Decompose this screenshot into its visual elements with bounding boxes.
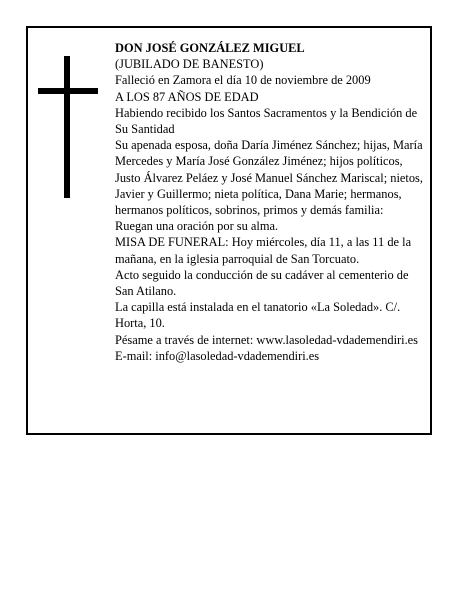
burial-paragraph: Acto seguido la conducción de su cadáver al cementerio de San Atilano.	[115, 267, 409, 299]
age-line: A LOS 87 AÑOS DE EDAD	[115, 89, 259, 104]
cross-icon	[38, 56, 98, 198]
deceased-name: DON JOSÉ GONZÁLEZ MIGUEL	[115, 41, 305, 55]
family-paragraph: Su apenada esposa, doña Daría Jiménez Sánchez; hijas, María Mercedes y María José González Jiménez; hijos políticos, Justo Álvarez Peláez y José Manuel Sánchez Mariscal; nietos, Javier y Guillermo; nieta política, Dana Marie; hermanos, hermanos políticos, sobrinos, primos y demás familia:	[115, 138, 423, 218]
cross-vertical-bar	[64, 56, 70, 198]
condolence-website: Pésame a través de internet: www.lasoledad-vdademendiri.es	[115, 332, 419, 347]
obituary-notice	[26, 26, 432, 435]
chapel-paragraph: La capilla está instalada en el tanatorio «La Soledad». C/. Horta, 10.	[115, 300, 401, 331]
death-details: Falleció en Zamora el día 10 de noviembre de 2009	[115, 73, 371, 88]
contact-email: E-mail: info@lasoledad-vdademendiri.es	[115, 348, 320, 363]
deceased-title: (JUBILADO DE BANESTO)	[115, 57, 264, 72]
funeral-mass-paragraph: MISA DE FUNERAL: Hoy miércoles, día 11, a las 11 de la mañana, en la iglesia parroquial de San Torcuato.	[115, 235, 412, 266]
sacraments-paragraph: Habiendo recibido los Santos Sacramentos y la Bendición de Su Santidad	[115, 105, 418, 137]
cross-horizontal-bar	[38, 88, 98, 94]
prayer-line: Ruegan una oración por su alma.	[115, 219, 279, 234]
notice-body	[115, 40, 425, 364]
